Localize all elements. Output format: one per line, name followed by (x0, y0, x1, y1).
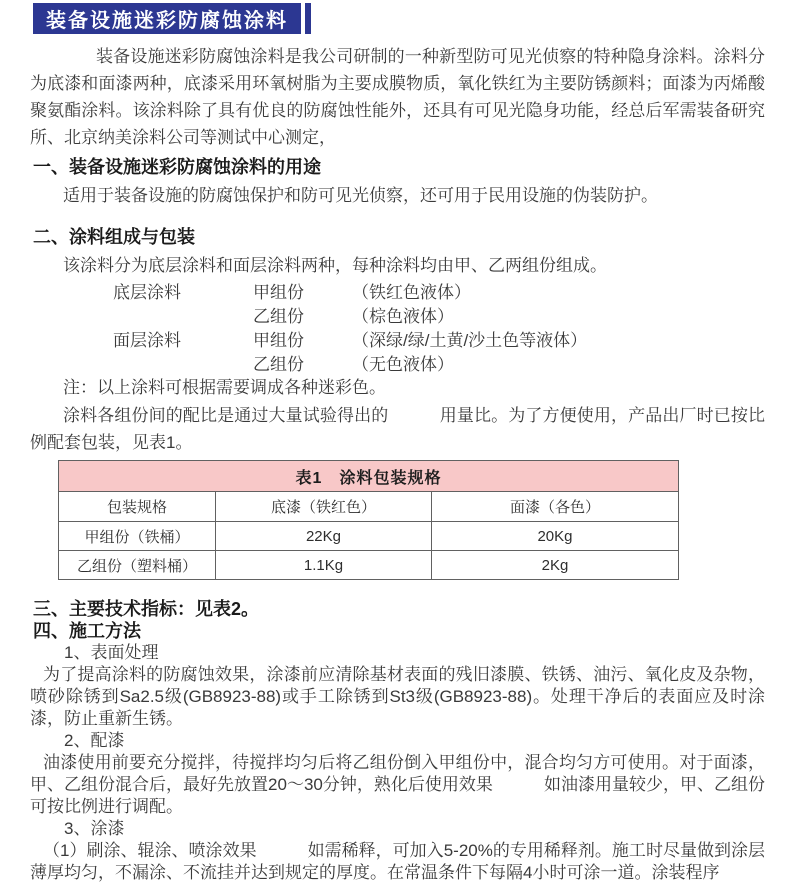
component-part: 甲组份 (253, 331, 304, 350)
title-banner (33, 3, 796, 34)
component-desc: （深绿/绿/土黄/沙土色等液体） (352, 331, 588, 350)
table-header-cell: 包装规格 (59, 492, 216, 522)
component-row (113, 305, 796, 329)
intro-paragraph: 装备设施迷彩防腐蚀涂料是我公司研制的一种新型防可见光侦察的特种隐身涂料。涂料分为底漆和面漆两种，底漆采用环氧树脂为主要成膜物质，氧化铁红为主要防锈颜料；面漆为丙烯酸聚氨酯涂料。该涂料除了具有优良的防腐蚀性能外，还具有可见光隐身功能，经总后军需装备研究所、北京纳美涂料公司等测试中心测定， (30, 47, 765, 147)
component-layer: 底层涂料 (113, 283, 181, 302)
component-part: 乙组份 (253, 355, 304, 374)
table-header-cell: 底漆（铁红色） (216, 492, 432, 522)
document-page (0, 3, 796, 882)
component-row (113, 329, 796, 353)
component-desc: （无色液体） (352, 355, 454, 374)
component-part: 甲组份 (253, 283, 304, 302)
table-cell: 乙组份（塑料桶） (59, 551, 216, 580)
table-row (59, 551, 679, 580)
step-body: （1）刷涂、辊涂、喷涂效果 如需稀释，可加入5-20%的专用稀释剂。施工时尽量做到涂层薄厚均匀，不漏涂、不流挂并达到规定的厚度。在常温条件下每隔4小时可涂一道。涂装程序 (30, 841, 765, 882)
table-title: 表1 涂料包装规格 (59, 461, 679, 492)
component-layer: 面层涂料 (113, 331, 181, 350)
section-4-heading: 四、施工方法 (33, 621, 141, 641)
component-row (113, 353, 796, 377)
component-desc: （棕色液体） (352, 307, 454, 326)
step-title: 2、配漆 (64, 731, 125, 750)
component-part: 乙组份 (253, 307, 304, 326)
table-title-row (59, 461, 679, 492)
table-cell: 20Kg (432, 522, 679, 551)
component-layer (113, 353, 253, 377)
section-1-body: 适用于装备设施的防腐蚀保护和防可见光侦察，还可用于民用设施的伪装防护。 (63, 186, 658, 205)
step-body: 油漆使用前要充分搅拌，待搅拌均匀后将乙组份倒入甲组份中，混合均匀方可使用。对于面漆，甲、乙组份混合后，最好先放置20～30分钟，熟化后使用效果 如油漆用量较少，甲、乙组份可按比例进行调配。 (30, 753, 765, 816)
step-title: 1、表面处理 (64, 643, 159, 662)
component-layer (113, 305, 253, 329)
step-body: 为了提高涂料的防腐蚀效果，涂漆前应清除基材表面的残旧漆膜、铁锈、油污、氧化皮及杂物，喷砂除锈到Sa2.5级(GB8923-88)或手工除锈到St3级(GB8923-88)。处理干净后的表面应及时涂漆，防止重新生锈。 (30, 665, 765, 728)
table-cell: 2Kg (432, 551, 679, 580)
table-cell: 22Kg (216, 522, 432, 551)
table-cell: 甲组份（铁桶） (59, 522, 216, 551)
banner-accent-bar (305, 3, 311, 34)
table-cell: 1.1Kg (216, 551, 432, 580)
component-row (113, 281, 796, 305)
component-desc: （铁红色液体） (352, 283, 471, 302)
section-1-heading: 一、装备设施迷彩防腐蚀涂料的用途 (33, 157, 321, 177)
table-header-cell: 面漆（各色） (432, 492, 679, 522)
packaging-table (58, 460, 679, 580)
table-row (59, 522, 679, 551)
page-title: 装备设施迷彩防腐蚀涂料 (33, 3, 301, 34)
section-2-body: 该涂料分为底层涂料和面层涂料两种，每种涂料均由甲、乙两组份组成。 (63, 256, 607, 275)
table-header-row (59, 492, 679, 522)
component-list (113, 281, 796, 377)
packaging-paragraph: 涂料各组份间的配比是通过大量试验得出的 用量比。为了方便使用，产品出厂时已按比例配套包装，见表1。 (30, 406, 765, 452)
components-note: 注：以上涂料可根据需要调成各种迷彩色。 (63, 378, 386, 397)
step-title: 3、涂漆 (64, 819, 125, 838)
section-2-heading: 二、涂料组成与包装 (33, 227, 195, 247)
section-3-heading: 三、主要技术指标：见表2。 (33, 599, 260, 619)
